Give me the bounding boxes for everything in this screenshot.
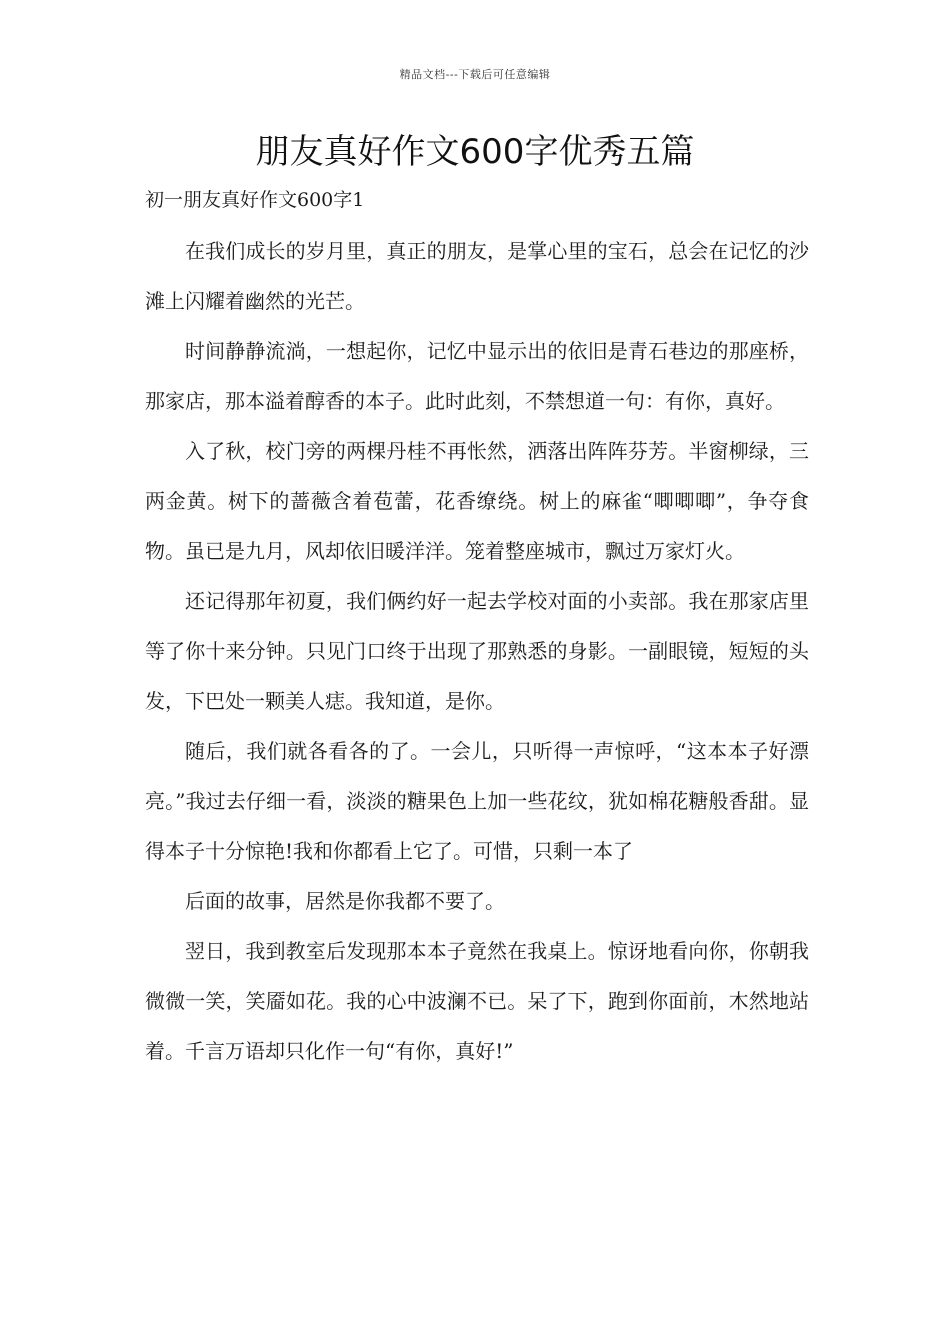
document-body <box>145 226 809 1076</box>
section-heading: 初一朋友真好作文600字1 <box>145 189 365 211</box>
paragraph: 还记得那年初夏，我们俩约好一起去学校对面的小卖部。我在那家店里等了你十来分钟。只见门口终于出现了那熟悉的身影。一副眼镜，短短的头发，下巴处一颗美人痣。我知道，是你。 <box>145 589 809 713</box>
document-title: 朋友真好作文600字优秀五篇 <box>255 132 695 172</box>
paragraph: 随后，我们就各看各的了。一会儿，只听得一声惊呼，“这本本子好漂亮。”我过去仔细一看，淡淡的糖果色上加一些花纹，犹如棉花糖般香甜。显得本子十分惊艳!我和你都看上它了。可惜，只剩一本了 <box>145 739 809 863</box>
paragraph: 入了秋，校门旁的两棵丹桂不再怅然，洒落出阵阵芬芳。半窗柳绿，三两金黄。树下的蔷薇含着苞蕾，花香缭绕。树上的麻雀“唧唧唧”，争夺食物。虽已是九月，风却依旧暖洋洋。笼着整座城市，飘过万家灯火。 <box>145 439 809 563</box>
paragraph: 在我们成长的岁月里，真正的朋友，是掌心里的宝石，总会在记忆的沙滩上闪耀着幽然的光芒。 <box>145 239 809 313</box>
paragraph: 后面的故事，居然是你我都不要了。 <box>185 889 505 913</box>
paragraph: 翌日，我到教室后发现那本本子竟然在我桌上。惊讶地看向你，你朝我微微一笑，笑靥如花。我的心中波澜不已。呆了下，跑到你面前，木然地站着。千言万语却只化作一句“有你，真好!” <box>145 939 809 1063</box>
header-note: 精品文档---下载后可任意编辑 <box>399 68 551 81</box>
paragraph: 时间静静流淌，一想起你，记忆中显示出的依旧是青石巷边的那座桥，那家店，那本溢着醇香的本子。此时此刻，不禁想道一句：有你，真好。 <box>145 339 809 413</box>
